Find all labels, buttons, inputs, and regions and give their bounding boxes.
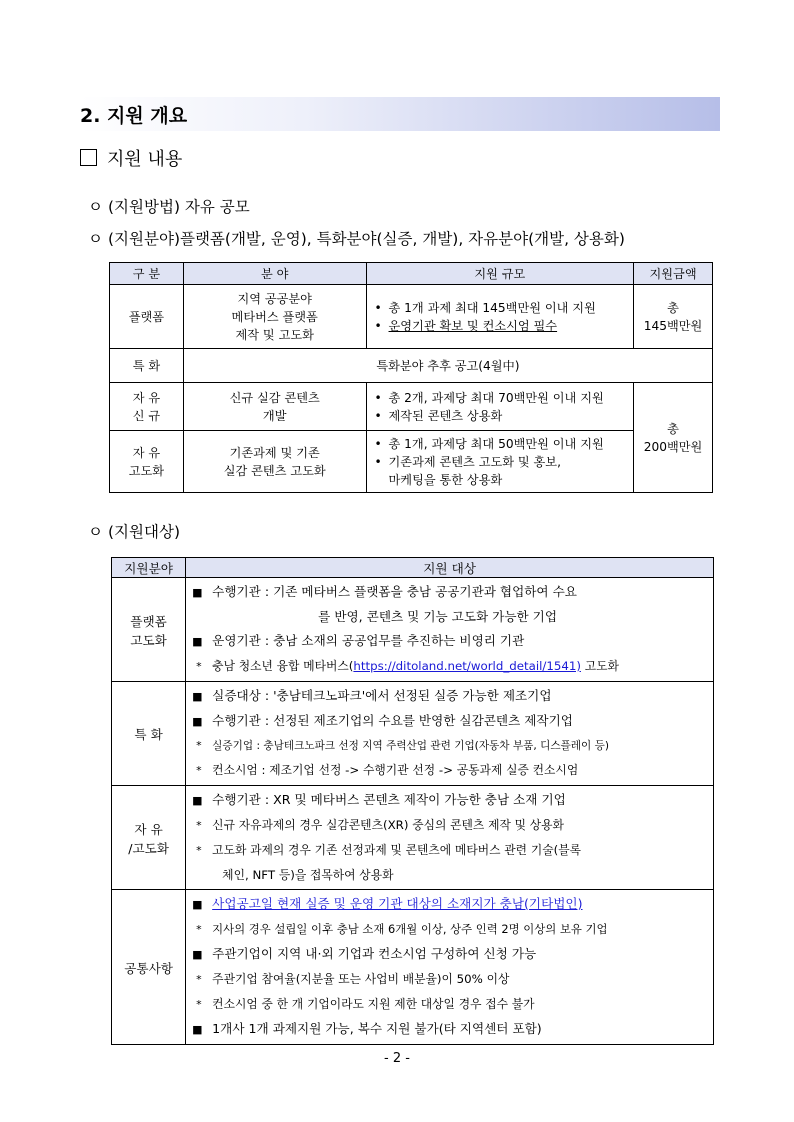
content-line: 1개사 1개 과제지원 가능, 복수 지원 불가(타 지역센터 포함) (212, 1021, 542, 1036)
metaverse-link[interactable]: https://ditoland.net/world_detail/1541) (353, 659, 581, 673)
square-bullet-icon: ■ (192, 635, 203, 648)
table-header: 지원 규모 (366, 263, 634, 285)
section-title: 2. 지원 개요 (80, 105, 188, 127)
circle-bullet-icon: ㅇ (88, 230, 103, 248)
content-line: 를 반영, 콘텐츠 및 기능 고도화 가능한 기업 (318, 609, 558, 624)
category-line: 자 유 (132, 445, 161, 460)
square-bullet-icon: ■ (192, 690, 203, 703)
table-row (110, 431, 713, 493)
table-header: 구 분 (110, 263, 184, 285)
content-line: 충남 청소년 융합 메타버스( (212, 659, 354, 673)
content-line: 컨소시엄 : 제조기업 선정 -> 수행기관 선정 -> 공동과제 실증 컨소시엄 (212, 763, 579, 777)
content-line: 고도화 (580, 659, 619, 673)
content-cell (186, 890, 714, 1045)
scale-item: • 총 2개, 과제당 최대 70백만원 이내 지원 (375, 389, 634, 407)
content-cell (186, 682, 714, 786)
scale-item: • 제작된 콘텐츠 상용화 (375, 407, 634, 425)
bullet-target (88, 520, 180, 542)
content-line: 수행기관 : 선정된 제조기업의 수요를 반영한 실감콘텐츠 제작기업 (212, 713, 573, 728)
category-line: 고도화 (128, 463, 165, 478)
asterisk-icon: * (196, 844, 202, 857)
content-line: 주관기업 참여율(지분율 또는 사업비 배분율)이 50% 이상 (212, 972, 510, 986)
checkbox-square-icon (80, 149, 97, 166)
content-line: 실증대상 : '충남테크노파크'에서 선정된 실증 가능한 제조기업 (212, 688, 552, 703)
amount-line: 145백만원 (643, 318, 703, 333)
category-cell: 특 화 (110, 349, 184, 383)
amount-line: 총 (667, 300, 679, 315)
asterisk-icon: * (196, 660, 202, 673)
square-bullet-icon: ■ (192, 1023, 203, 1036)
category-cell: 특 화 (112, 682, 186, 786)
square-bullet-icon: ■ (192, 898, 203, 911)
category-cell (112, 578, 186, 682)
content-line: 체인, NFT 등)을 접목하여 상용화 (222, 868, 394, 882)
content-line: 수행기관 : 기존 메타버스 플랫폼을 충남 공공기관과 협업하여 수요 (212, 584, 577, 599)
content-line: 운영기관 : 충남 소재의 공공업무를 추진하는 비영리 기관 (212, 633, 525, 648)
asterisk-icon: * (196, 998, 202, 1011)
category-line: /고도화 (128, 840, 169, 856)
category-cell (112, 786, 186, 890)
amount-cell (634, 383, 713, 493)
content-cell (186, 786, 714, 890)
special-note-cell: 특화분야 추후 공고(4월中) (183, 349, 712, 383)
square-bullet-icon: ■ (192, 586, 203, 599)
asterisk-icon: * (196, 739, 202, 752)
scale-item: • 운영기관 확보 및 컨소시엄 필수 (375, 317, 634, 335)
support-target-table (111, 557, 714, 1045)
category-line: 자 유 (132, 390, 161, 405)
bullet-method-text: (지원방법) 자유 공모 (108, 198, 250, 216)
field-line: 신규 실감 콘텐츠 (229, 390, 320, 405)
table-header: 지원분야 (112, 558, 186, 578)
amount-cell (634, 285, 713, 349)
category-cell (110, 383, 184, 431)
field-line: 실감 콘텐츠 고도화 (223, 463, 326, 478)
table-row (110, 383, 713, 431)
table-row (110, 349, 713, 383)
square-bullet-icon: ■ (192, 715, 203, 728)
bullet-fields (88, 227, 625, 249)
content-line: 사업공고일 현재 실증 및 운영 기관 대상의 소재지가 충남(기타법인) (212, 896, 583, 911)
square-bullet-icon: ■ (192, 794, 203, 807)
table-header: 분 야 (183, 263, 366, 285)
category-line: 신 규 (132, 408, 161, 423)
category-cell: 공통사항 (112, 890, 186, 1045)
category-cell: 플랫폼 (110, 285, 184, 349)
table-row (112, 578, 714, 682)
bullet-fields-text: (지원분야)플랫폼(개발, 운영), 특화분야(실증, 개발), 자유분야(개발, 상용화) (108, 230, 625, 248)
category-line: 플랫폼 (130, 613, 167, 629)
category-cell (110, 431, 184, 493)
asterisk-icon: * (196, 973, 202, 986)
field-cell (183, 431, 366, 493)
field-cell (183, 383, 366, 431)
scale-cell (366, 285, 634, 349)
scale-cell (366, 431, 634, 493)
scale-cell (366, 383, 634, 431)
field-line: 제작 및 고도화 (235, 327, 314, 342)
bullet-method (88, 195, 250, 217)
asterisk-icon: * (196, 819, 202, 832)
subheading (80, 145, 182, 171)
scale-item-continued: 마케팅을 통한 상용화 (388, 472, 503, 487)
table-row (110, 285, 713, 349)
scale-item: • 총 1개 과제 최대 145백만원 이내 지원 (375, 299, 634, 317)
circle-bullet-icon: ㅇ (88, 523, 103, 541)
content-line: 신규 자유과제의 경우 실감콘텐츠(XR) 중심의 콘텐츠 제작 및 상용화 (212, 818, 564, 832)
content-line: 컨소시엄 중 한 개 기업이라도 지원 제한 대상일 경우 접수 불가 (212, 997, 535, 1011)
content-cell (186, 578, 714, 682)
bullet-target-text: (지원대상) (108, 523, 180, 541)
table-header: 지원금액 (634, 263, 713, 285)
subheading-text: 지원 내용 (107, 149, 183, 170)
square-bullet-icon: ■ (192, 948, 203, 961)
category-line: 자 유 (134, 821, 163, 837)
field-line: 메타버스 플랫폼 (231, 309, 318, 324)
scale-item: • 총 1개, 과제당 최대 50백만원 이내 지원 (375, 435, 634, 453)
field-line: 지역 공공분야 (237, 291, 312, 306)
content-line: 고도화 과제의 경우 기존 선정과제 및 콘텐츠에 메타버스 관련 기술(블록 (212, 843, 582, 857)
circle-bullet-icon: ㅇ (88, 198, 103, 216)
table-row (112, 890, 714, 1045)
table-header: 지원 대상 (186, 558, 714, 578)
amount-line: 총 (667, 421, 679, 436)
content-line: 수행기관 : XR 및 메타버스 콘텐츠 제작이 가능한 충남 소재 기업 (212, 792, 566, 807)
table-row (112, 786, 714, 890)
table-row (112, 682, 714, 786)
asterisk-icon: * (196, 923, 202, 936)
content-line: 지사의 경우 설립일 이후 충남 소재 6개월 이상, 상주 인력 2명 이상의 보유 기업 (212, 922, 608, 936)
field-line: 기존과제 및 기존 (229, 445, 320, 460)
page-number: - 2 - (384, 1051, 410, 1066)
support-scale-table (109, 262, 713, 493)
content-line: 주관기업이 지역 내·외 기업과 컨소시엄 구성하여 신청 가능 (212, 946, 537, 961)
field-cell (183, 285, 366, 349)
content-line: 실증기업 : 충남테크노파크 선정 지역 주력산업 관련 기업(자동차 부품, 디스플레이 등) (212, 740, 609, 752)
scale-item: • 기존과제 콘텐츠 고도화 및 홍보, (375, 453, 634, 471)
category-line: 고도화 (130, 632, 167, 648)
asterisk-icon: * (196, 764, 202, 777)
field-line: 개발 (262, 408, 287, 423)
amount-line: 200백만원 (643, 439, 703, 454)
